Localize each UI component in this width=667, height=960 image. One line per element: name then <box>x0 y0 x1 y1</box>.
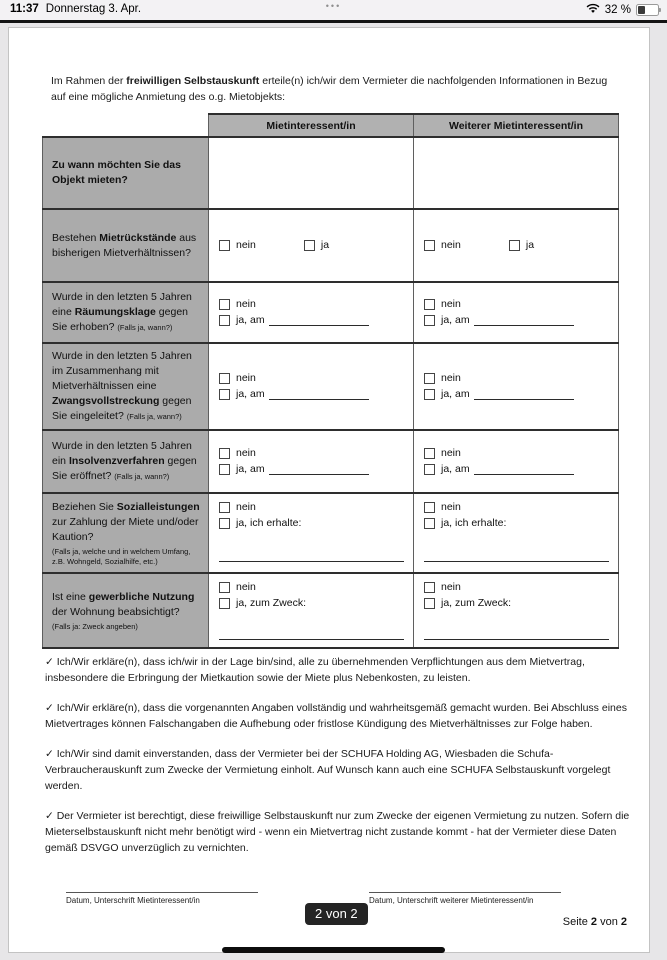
row-label-move-in-date: Zu wann möchten Sie das Objekt mieten? <box>43 137 209 209</box>
answer-cell-commercial-tenant <box>209 573 414 648</box>
checkbox-ja[interactable] <box>304 240 315 251</box>
date-label: Donnerstag 3. Apr. <box>45 3 142 15</box>
date-blank-line[interactable] <box>474 465 574 475</box>
row-label-foreclosure: Wurde in den letzten 5 Jahren im Zusammenhang mit Mietverhältnissen eine Zwangsvollstreckung gegen Sie eingeleitet? (Falls ja, wann?) <box>43 343 209 430</box>
declaration-schufa: ✓ Ich/Wir sind damit einverstanden, dass der Vermieter bei der SCHUFA Holding AG, Wiesbaden die Schufa-Verbraucherauskunft zum Zwecke der Vermietung einholt. Auf Wunsch kann auch eine SCHUFA Selbstauskunft vorgelegt werden. <box>45 748 611 792</box>
row-label-eviction-suit: Wurde in den letzten 5 Jahren eine Räumungsklage gegen Sie erhoben? (Falls ja, wann?) <box>43 282 209 343</box>
declarations-section <box>45 654 643 870</box>
option-label: ja, am <box>441 463 470 475</box>
self-disclosure-table <box>42 113 619 649</box>
answer-cell-commercial-co-tenant <box>414 573 619 648</box>
statusbar-divider <box>0 20 667 23</box>
date-blank-line[interactable] <box>269 390 369 400</box>
option-label: ja, zum Zweck: <box>441 597 512 609</box>
declaration-obligations: ✓ Ich/Wir erkläre(n), dass ich/wir in der Lage bin/sind, alle zu übernehmenden Verpflichtungen aus dem Mietvertrag, insbesondere die Erbringung der Mietkaution sowie der Miete plus Nebenkosten, zu leisten. <box>45 656 585 684</box>
checkbox-nein[interactable] <box>219 502 230 513</box>
checkbox-ja[interactable] <box>219 389 230 400</box>
date-blank-line[interactable] <box>474 390 574 400</box>
answer-cell-arrears-co-tenant <box>414 209 619 282</box>
option-label: nein <box>236 501 256 513</box>
option-label: nein <box>441 372 461 384</box>
date-blank-line[interactable] <box>269 316 369 326</box>
answer-cell-eviction-tenant <box>209 282 414 343</box>
answer-blank-line[interactable] <box>424 561 609 562</box>
option-label: ja, am <box>236 314 265 326</box>
checkbox-nein[interactable] <box>219 240 230 251</box>
row-label-insolvency: Wurde in den letzten 5 Jahren ein Insolvenzverfahren gegen Sie eröffnet? (Falls ja, wann?) <box>43 430 209 493</box>
date-blank-line[interactable] <box>269 465 369 475</box>
option-label: nein <box>236 581 256 593</box>
option-label: nein <box>236 239 256 251</box>
row-label-social-benefits: Beziehen Sie Sozialleistungen zur Zahlung der Miete und/oder Kaution? (Falls ja, welche und in welchem Umfang, z.B. Wohngeld, Sozialhilfe, etc.) <box>43 493 209 573</box>
home-indicator[interactable] <box>222 947 445 953</box>
signature-block-tenant <box>66 892 258 905</box>
column-header-co-tenant: Weiterer Mietinteressent/in <box>414 114 619 137</box>
checkbox-nein[interactable] <box>424 502 435 513</box>
checkbox-nein[interactable] <box>219 299 230 310</box>
checkbox-ja[interactable] <box>219 464 230 475</box>
declaration-truthfulness: ✓ Ich/Wir erkläre(n), dass die vorgenannten Angaben vollständig und wahrheitsgemäß gemacht wurden. Bei Abschluss eines Mietvertrages können Falschangaben die Aufhebung oder fristlose Kündigung des Mietverhältnisses zur Folge haben. <box>45 702 627 730</box>
checkbox-ja[interactable] <box>219 598 230 609</box>
option-label: ja <box>525 239 535 251</box>
option-label: nein <box>236 447 256 459</box>
wifi-icon <box>586 3 600 17</box>
option-label: ja, ich erhalte: <box>441 517 507 529</box>
checkbox-nein[interactable] <box>424 240 435 251</box>
answer-cell-benefits-tenant <box>209 493 414 573</box>
signature-caption: Datum, Unterschrift Mietinteressent/in <box>66 896 200 905</box>
checkbox-nein[interactable] <box>219 373 230 384</box>
option-label: ja, zum Zweck: <box>236 597 307 609</box>
checkbox-nein[interactable] <box>424 373 435 384</box>
pdf-page <box>8 27 650 953</box>
answer-cell-benefits-co-tenant <box>414 493 619 573</box>
pdf-page-indicator-badge: 2 von 2 <box>305 903 368 925</box>
option-label: ja, ich erhalte: <box>236 517 302 529</box>
row-label-rent-arrears: Bestehen Mietrückstände aus bisherigen Mietverhältnissen? <box>43 209 209 282</box>
checkbox-ja[interactable] <box>424 464 435 475</box>
answer-cell-foreclosure-tenant <box>209 343 414 430</box>
answer-cell-move-in-tenant[interactable] <box>209 137 414 209</box>
option-label: nein <box>441 501 461 513</box>
signature-block-co-tenant <box>369 892 561 905</box>
answer-blank-line[interactable] <box>424 639 609 640</box>
checkbox-nein[interactable] <box>219 582 230 593</box>
option-label: ja, am <box>236 463 265 475</box>
checkbox-ja[interactable] <box>424 315 435 326</box>
date-blank-line[interactable] <box>474 316 574 326</box>
answer-cell-arrears-tenant <box>209 209 414 282</box>
checkbox-nein[interactable] <box>424 448 435 459</box>
option-label: nein <box>441 239 461 251</box>
clock: 11:37 <box>10 3 39 15</box>
row-label-commercial-use: Ist eine gewerbliche Nutzung der Wohnung beabsichtigt? (Falls ja: Zweck angeben) <box>43 573 209 648</box>
answer-cell-eviction-co-tenant <box>414 282 619 343</box>
checkbox-ja[interactable] <box>509 240 520 251</box>
answer-cell-insolvency-co-tenant <box>414 430 619 493</box>
answer-blank-line[interactable] <box>219 561 404 562</box>
option-label: ja, am <box>441 314 470 326</box>
signature-caption: Datum, Unterschrift weiterer Mietinteressent/in <box>369 896 534 905</box>
header-empty-cell <box>43 114 209 137</box>
multitasking-dots-icon[interactable]: ••• <box>325 1 342 11</box>
page-number-label: Seite 2 von 2 <box>562 916 627 928</box>
checkbox-nein[interactable] <box>424 582 435 593</box>
intro-paragraph: Im Rahmen der freiwilligen Selbstauskunft erteile(n) ich/wir dem Vermieter die nachfolgenden Informationen in Bezug auf eine mögliche Anmietung des o.g. Mietobjekts: <box>51 74 608 103</box>
answer-cell-move-in-co-tenant[interactable] <box>414 137 619 209</box>
option-label: nein <box>236 298 256 310</box>
option-label: nein <box>441 581 461 593</box>
option-label: nein <box>441 298 461 310</box>
checkbox-ja[interactable] <box>219 518 230 529</box>
battery-icon <box>636 4 659 16</box>
option-label: ja, am <box>441 388 470 400</box>
option-label: nein <box>441 447 461 459</box>
status-bar <box>0 0 667 20</box>
option-label: nein <box>236 372 256 384</box>
option-label: ja, am <box>236 388 265 400</box>
declaration-data-protection: ✓ Der Vermieter ist berechtigt, diese freiwillige Selbstauskunft nur zum Zwecke der eigenen Vermietung zu nutzen. Sofern die Mieterselbstauskunft nicht mehr benötigt wird - wenn ein Mietvertrag nicht zustande kommt - hat der Vermieter diese Daten gemäß DSVGO unverzüglich zu vernichten. <box>45 810 630 854</box>
checkbox-nein[interactable] <box>219 448 230 459</box>
column-header-tenant: Mietinteressent/in <box>209 114 414 137</box>
answer-blank-line[interactable] <box>219 639 404 640</box>
checkbox-nein[interactable] <box>424 299 435 310</box>
option-label: ja <box>320 239 330 251</box>
checkbox-ja[interactable] <box>219 315 230 326</box>
answer-cell-foreclosure-co-tenant <box>414 343 619 430</box>
battery-percent-label: 32 % <box>604 4 631 16</box>
checkbox-ja[interactable] <box>424 518 435 529</box>
answer-cell-insolvency-tenant <box>209 430 414 493</box>
checkbox-ja[interactable] <box>424 389 435 400</box>
checkbox-ja[interactable] <box>424 598 435 609</box>
